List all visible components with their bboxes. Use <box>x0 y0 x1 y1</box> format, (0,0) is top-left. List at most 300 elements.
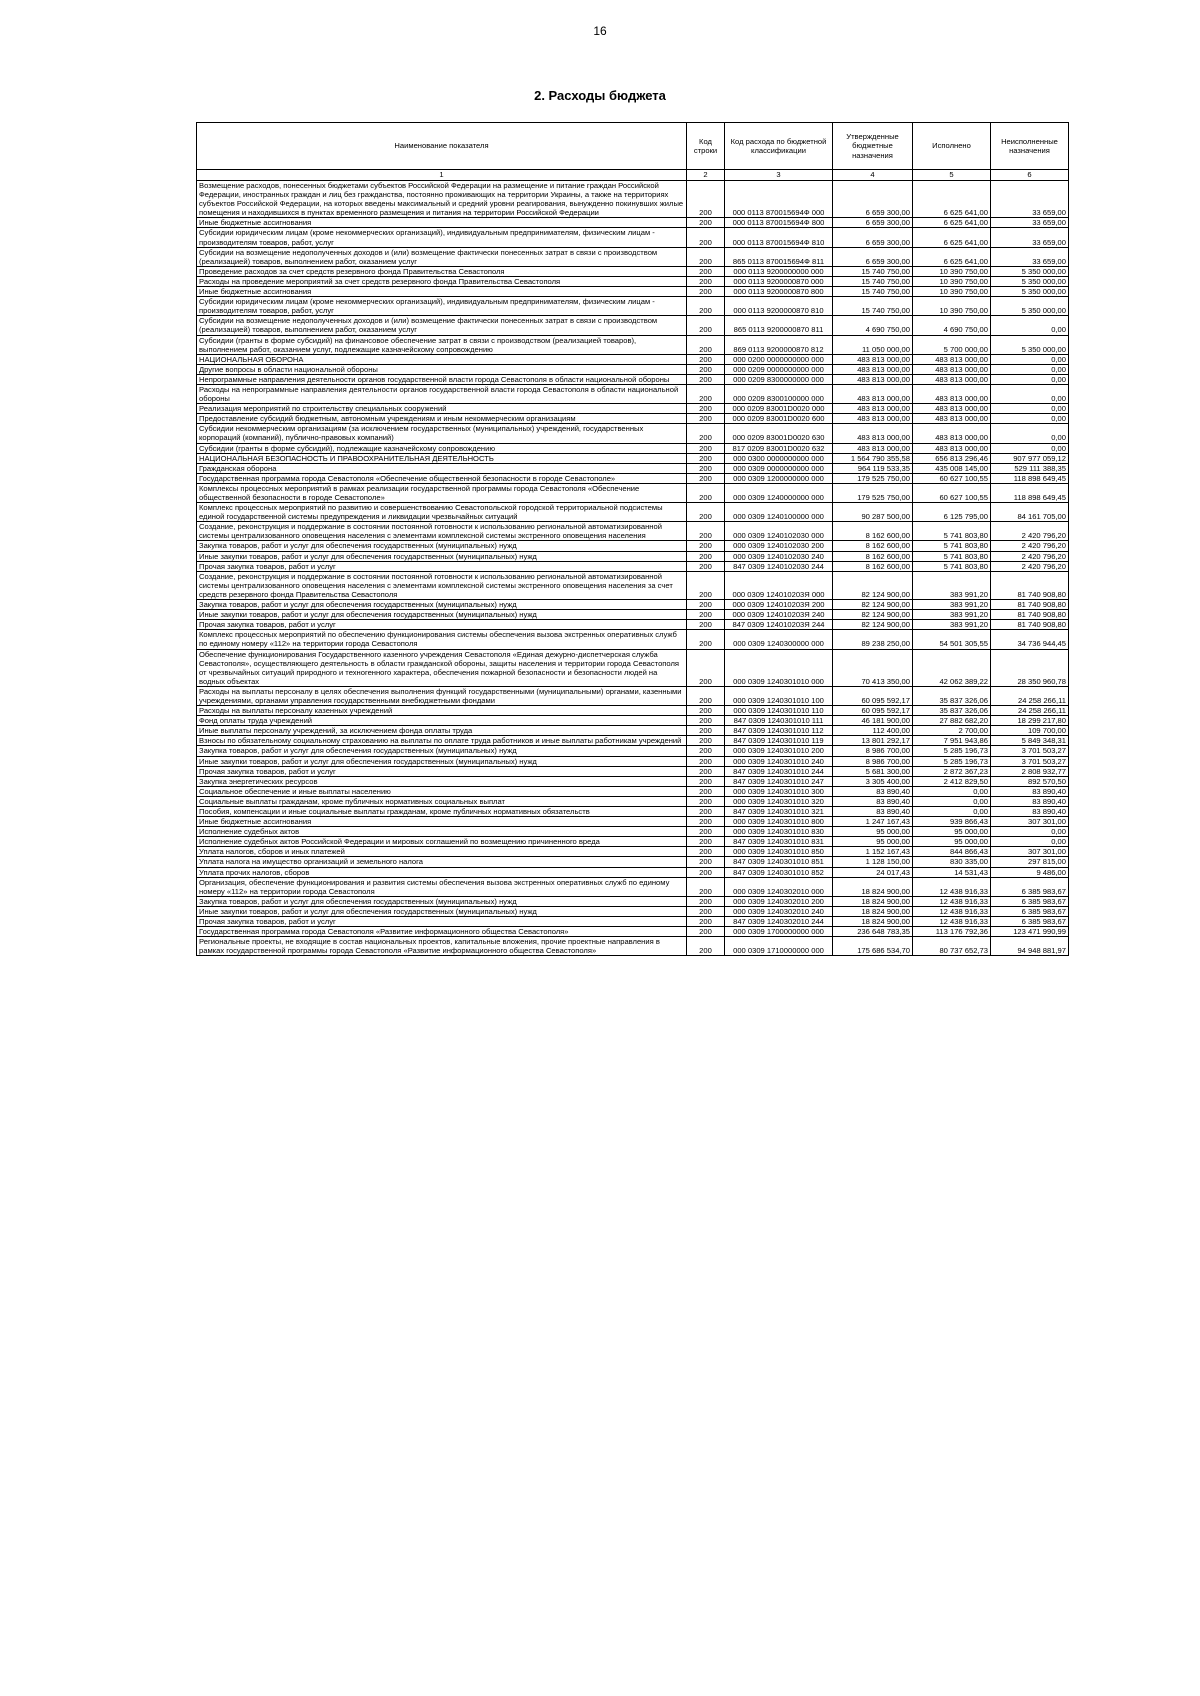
row-executed: 483 813 000,00 <box>913 443 991 453</box>
row-executed: 383 991,20 <box>913 571 991 599</box>
row-classification: 847 0309 1240301010 321 <box>725 807 833 817</box>
table-row <box>197 541 1069 551</box>
row-approved: 112 400,00 <box>833 726 913 736</box>
row-name: Иные бюджетные ассигнования <box>197 218 687 228</box>
table-row <box>197 453 1069 463</box>
row-approved: 82 124 900,00 <box>833 610 913 620</box>
row-approved: 179 525 750,00 <box>833 473 913 483</box>
row-unexecuted: 33 659,00 <box>991 228 1069 247</box>
table-row <box>197 473 1069 483</box>
row-approved: 8 986 700,00 <box>833 756 913 766</box>
column-number: 6 <box>991 170 1069 181</box>
row-classification: 847 0309 1240301010 852 <box>725 867 833 877</box>
row-classification: 847 0309 1240301010 831 <box>725 837 833 847</box>
table-row <box>197 247 1069 266</box>
row-code: 200 <box>687 620 725 630</box>
row-approved: 15 740 750,00 <box>833 287 913 297</box>
header-executed: Исполнено <box>913 123 991 170</box>
row-name: Закупка товаров, работ и услуг для обеспечения государственных (муниципальных) нужд <box>197 746 687 756</box>
row-classification: 000 0309 1710000000 000 <box>725 937 833 956</box>
row-code: 200 <box>687 726 725 736</box>
row-unexecuted: 83 890,40 <box>991 807 1069 817</box>
row-approved: 18 824 900,00 <box>833 906 913 916</box>
row-approved: 95 000,00 <box>833 837 913 847</box>
row-code: 200 <box>687 287 725 297</box>
row-classification: 000 0309 1240301010 850 <box>725 847 833 857</box>
row-name: Субсидии некоммерческим организациям (за исключением государственных (муниципальных) учреждений, государственных корпораций (компаний), публично-правовых компаний) <box>197 424 687 443</box>
row-approved: 5 681 300,00 <box>833 766 913 776</box>
row-classification: 869 0113 9200000870 812 <box>725 335 833 354</box>
row-executed: 14 531,43 <box>913 867 991 877</box>
table-row <box>197 706 1069 716</box>
row-name: Уплата прочих налогов, сборов <box>197 867 687 877</box>
row-executed: 483 813 000,00 <box>913 404 991 414</box>
row-classification: 000 0309 1240300000 000 <box>725 630 833 649</box>
row-code: 200 <box>687 522 725 541</box>
row-code: 200 <box>687 571 725 599</box>
table-row <box>197 817 1069 827</box>
row-name: Комплексы процессных мероприятий в рамках реализации государственной программы города Севастополя «Обеспечение общественной безопасности в городе Севастополе» <box>197 483 687 502</box>
row-approved: 483 813 000,00 <box>833 384 913 403</box>
table-row <box>197 354 1069 364</box>
row-classification: 847 0309 1240301010 247 <box>725 776 833 786</box>
row-approved: 483 813 000,00 <box>833 424 913 443</box>
table-row <box>197 374 1069 384</box>
row-code: 200 <box>687 600 725 610</box>
row-approved: 95 000,00 <box>833 827 913 837</box>
row-executed: 5 700 000,00 <box>913 335 991 354</box>
row-executed: 10 390 750,00 <box>913 287 991 297</box>
row-unexecuted: 81 740 908,80 <box>991 610 1069 620</box>
row-approved: 15 740 750,00 <box>833 266 913 276</box>
row-executed: 0,00 <box>913 796 991 806</box>
table-row <box>197 807 1069 817</box>
table-row <box>197 335 1069 354</box>
row-code: 200 <box>687 316 725 335</box>
table-row <box>197 561 1069 571</box>
row-name: Исполнение судебных актов <box>197 827 687 837</box>
row-unexecuted: 3 701 503,27 <box>991 746 1069 756</box>
table-row <box>197 228 1069 247</box>
row-name: Возмещение расходов, понесенных бюджетами субъектов Российской Федерации на размещение и питание граждан Российской Федерации, иностранных граждан и лиц без гражданства, постоянно проживающих на территории Украины, а также на территориях субъектов Российской Федерации, на которых введены максимальный и средний уровни реагирования, вынужденно покинувших жилые помещения и находившихся в пунктах временного размещения и питания на территории Российской Федерации <box>197 181 687 218</box>
table-row <box>197 736 1069 746</box>
row-executed: 80 737 652,73 <box>913 937 991 956</box>
row-name: Пособия, компенсации и иные социальные выплаты гражданам, кроме публичных нормативных обязательств <box>197 807 687 817</box>
row-executed: 383 991,20 <box>913 620 991 630</box>
row-classification: 000 0209 0000000000 000 <box>725 364 833 374</box>
row-unexecuted: 6 385 983,67 <box>991 896 1069 906</box>
header-approved: Утвержденные бюджетные назначения <box>833 123 913 170</box>
row-executed: 483 813 000,00 <box>913 424 991 443</box>
table-row <box>197 404 1069 414</box>
header-unexecuted: Неисполненные назначения <box>991 123 1069 170</box>
row-code: 200 <box>687 796 725 806</box>
row-unexecuted: 34 736 944,45 <box>991 630 1069 649</box>
row-executed: 435 008 145,00 <box>913 463 991 473</box>
row-code: 200 <box>687 404 725 414</box>
row-executed: 483 813 000,00 <box>913 354 991 364</box>
row-executed: 12 438 916,33 <box>913 896 991 906</box>
table-row <box>197 649 1069 686</box>
table-row <box>197 266 1069 276</box>
row-name: Иные выплаты персоналу учреждений, за исключением фонда оплаты труда <box>197 726 687 736</box>
table-row <box>197 766 1069 776</box>
row-name: Субсидии (гранты в форме субсидий), подлежащие казначейскому сопровождению <box>197 443 687 453</box>
table-row <box>197 746 1069 756</box>
row-classification: 000 0209 8300000000 000 <box>725 374 833 384</box>
row-approved: 18 824 900,00 <box>833 896 913 906</box>
row-approved: 6 659 300,00 <box>833 181 913 218</box>
table-row <box>197 877 1069 896</box>
row-code: 200 <box>687 453 725 463</box>
row-code: 200 <box>687 503 725 522</box>
row-executed: 10 390 750,00 <box>913 297 991 316</box>
row-classification: 000 0309 1200000000 000 <box>725 473 833 483</box>
table-row <box>197 620 1069 630</box>
row-unexecuted: 81 740 908,80 <box>991 620 1069 630</box>
row-code: 200 <box>687 335 725 354</box>
row-unexecuted: 0,00 <box>991 414 1069 424</box>
row-approved: 8 162 600,00 <box>833 561 913 571</box>
row-code: 200 <box>687 649 725 686</box>
header-classification: Код расхода по бюджетной классификации <box>725 123 833 170</box>
row-approved: 60 095 592,17 <box>833 706 913 716</box>
row-classification: 000 0309 0000000000 000 <box>725 463 833 473</box>
row-unexecuted: 0,00 <box>991 374 1069 384</box>
table-row <box>197 896 1069 906</box>
row-executed: 483 813 000,00 <box>913 364 991 374</box>
row-classification: 000 0200 0000000000 000 <box>725 354 833 364</box>
row-classification: 847 0309 124010203Я 244 <box>725 620 833 630</box>
row-unexecuted: 0,00 <box>991 837 1069 847</box>
row-unexecuted: 5 350 000,00 <box>991 287 1069 297</box>
row-classification: 865 0113 870015694Ф 811 <box>725 247 833 266</box>
row-name: НАЦИОНАЛЬНАЯ ОБОРОНА <box>197 354 687 364</box>
row-classification: 865 0113 9200000870 811 <box>725 316 833 335</box>
row-approved: 13 801 292,17 <box>833 736 913 746</box>
row-name: Иные закупки товаров, работ и услуг для обеспечения государственных (муниципальных) нужд <box>197 906 687 916</box>
row-code: 200 <box>687 776 725 786</box>
row-executed: 7 951 943,86 <box>913 736 991 746</box>
row-name: Прочая закупка товаров, работ и услуг <box>197 766 687 776</box>
row-executed: 10 390 750,00 <box>913 266 991 276</box>
table-row <box>197 316 1069 335</box>
row-name: Расходы на выплаты персоналу в целях обеспечения выполнения функций государственными (муниципальными) органами, казенными учреждениями, органами управления государственными внебюджетными фондами <box>197 686 687 705</box>
row-classification: 000 0309 1240301010 320 <box>725 796 833 806</box>
row-code: 200 <box>687 756 725 766</box>
row-executed: 5 285 196,73 <box>913 756 991 766</box>
row-classification: 847 0309 1240301010 244 <box>725 766 833 776</box>
row-executed: 60 627 100,55 <box>913 483 991 502</box>
row-unexecuted: 6 385 983,67 <box>991 906 1069 916</box>
row-name: Гражданская оборона <box>197 463 687 473</box>
row-classification: 000 0113 9200000870 000 <box>725 276 833 286</box>
row-code: 200 <box>687 463 725 473</box>
row-name: Иные закупки товаров, работ и услуг для обеспечения государственных (муниципальных) нужд <box>197 610 687 620</box>
row-executed: 27 882 682,20 <box>913 716 991 726</box>
table-row <box>197 551 1069 561</box>
row-code: 200 <box>687 443 725 453</box>
column-number: 5 <box>913 170 991 181</box>
row-executed: 844 866,43 <box>913 847 991 857</box>
row-classification: 000 0113 870015694Ф 810 <box>725 228 833 247</box>
table-row <box>197 686 1069 705</box>
row-executed: 12 438 916,33 <box>913 877 991 896</box>
row-approved: 8 162 600,00 <box>833 522 913 541</box>
row-classification: 847 0309 1240302010 244 <box>725 917 833 927</box>
row-name: Взносы по обязательному социальному страхованию на выплаты по оплате труда работников и иные выплаты работникам учреждений <box>197 736 687 746</box>
row-approved: 483 813 000,00 <box>833 414 913 424</box>
row-name: Другие вопросы в области национальной обороны <box>197 364 687 374</box>
row-name: Социальные выплаты гражданам, кроме публичных нормативных социальных выплат <box>197 796 687 806</box>
row-code: 200 <box>687 551 725 561</box>
row-code: 200 <box>687 847 725 857</box>
table-row <box>197 364 1069 374</box>
row-unexecuted: 2 420 796,20 <box>991 522 1069 541</box>
row-executed: 2 872 367,23 <box>913 766 991 776</box>
row-approved: 15 740 750,00 <box>833 297 913 316</box>
row-unexecuted: 6 385 983,67 <box>991 877 1069 896</box>
table-row <box>197 443 1069 453</box>
table-row <box>197 571 1069 599</box>
row-approved: 24 017,43 <box>833 867 913 877</box>
row-unexecuted: 2 808 932,77 <box>991 766 1069 776</box>
row-classification: 000 0309 1240302010 000 <box>725 877 833 896</box>
header-name: Наименование показателя <box>197 123 687 170</box>
row-approved: 11 050 000,00 <box>833 335 913 354</box>
row-name: Государственная программа города Севастополя «Обеспечение общественной безопасности в городе Севастополе» <box>197 473 687 483</box>
row-unexecuted: 0,00 <box>991 443 1069 453</box>
row-approved: 83 890,40 <box>833 807 913 817</box>
table-row <box>197 181 1069 218</box>
row-unexecuted: 529 111 388,35 <box>991 463 1069 473</box>
row-classification: 000 0209 83001D0020 000 <box>725 404 833 414</box>
row-executed: 830 335,00 <box>913 857 991 867</box>
row-name: Государственная программа города Севастополя «Развитие информационного общества Севастополя» <box>197 927 687 937</box>
table-row <box>197 297 1069 316</box>
row-approved: 483 813 000,00 <box>833 404 913 414</box>
row-approved: 483 813 000,00 <box>833 354 913 364</box>
table-row <box>197 600 1069 610</box>
column-number: 1 <box>197 170 687 181</box>
row-code: 200 <box>687 181 725 218</box>
column-number: 4 <box>833 170 913 181</box>
row-code: 200 <box>687 877 725 896</box>
row-code: 200 <box>687 857 725 867</box>
section-title: 2. Расходы бюджета <box>534 88 666 103</box>
column-numbers-row <box>197 170 1069 181</box>
row-executed: 6 625 641,00 <box>913 218 991 228</box>
table-row <box>197 776 1069 786</box>
row-approved: 90 287 500,00 <box>833 503 913 522</box>
row-executed: 6 625 641,00 <box>913 228 991 247</box>
row-approved: 483 813 000,00 <box>833 374 913 384</box>
row-code: 200 <box>687 276 725 286</box>
row-unexecuted: 109 700,00 <box>991 726 1069 736</box>
row-code: 200 <box>687 837 725 847</box>
table-header-row <box>197 123 1069 170</box>
row-code: 200 <box>687 817 725 827</box>
row-name: Реализация мероприятий по строительству специальных сооружений <box>197 404 687 414</box>
row-name: Непрограммные направления деятельности органов государственной власти города Севастополя в области национальной обороны <box>197 374 687 384</box>
row-classification: 000 0309 1240301010 830 <box>725 827 833 837</box>
row-classification: 000 0309 1240102030 200 <box>725 541 833 551</box>
row-name: Субсидии на возмещение недополученных доходов и (или) возмещение фактически понесенных затрат в связи с производством (реализацией) товаров, выполнением работ, оказанием услуг <box>197 247 687 266</box>
row-code: 200 <box>687 937 725 956</box>
row-classification: 000 0309 1700000000 000 <box>725 927 833 937</box>
row-unexecuted: 28 350 960,78 <box>991 649 1069 686</box>
row-approved: 60 095 592,17 <box>833 686 913 705</box>
table-row <box>197 424 1069 443</box>
row-unexecuted: 18 299 217,80 <box>991 716 1069 726</box>
row-unexecuted: 0,00 <box>991 827 1069 837</box>
row-name: Субсидии на возмещение недополученных доходов и (или) возмещение фактически понесенных затрат в связи с производством (реализацией) товаров, выполнением работ, оказанием услуг <box>197 316 687 335</box>
row-executed: 0,00 <box>913 807 991 817</box>
row-approved: 83 890,40 <box>833 796 913 806</box>
row-unexecuted: 33 659,00 <box>991 181 1069 218</box>
table-row <box>197 483 1069 502</box>
row-unexecuted: 94 948 881,97 <box>991 937 1069 956</box>
row-classification: 000 0309 1240301010 240 <box>725 756 833 766</box>
row-approved: 6 659 300,00 <box>833 228 913 247</box>
row-executed: 6 125 795,00 <box>913 503 991 522</box>
row-unexecuted: 892 570,50 <box>991 776 1069 786</box>
row-classification: 000 0309 1240102030 000 <box>725 522 833 541</box>
table-row <box>197 287 1069 297</box>
row-unexecuted: 907 977 059,12 <box>991 453 1069 463</box>
row-executed: 2 412 829,50 <box>913 776 991 786</box>
row-name: Фонд оплаты труда учреждений <box>197 716 687 726</box>
column-number: 2 <box>687 170 725 181</box>
table-row <box>197 756 1069 766</box>
row-unexecuted: 81 740 908,80 <box>991 571 1069 599</box>
row-code: 200 <box>687 906 725 916</box>
table-row <box>197 218 1069 228</box>
row-executed: 6 625 641,00 <box>913 247 991 266</box>
header-code: Код строки <box>687 123 725 170</box>
row-classification: 000 0113 9200000000 000 <box>725 266 833 276</box>
row-name: Обеспечение функционирования Государственного казенного учреждения Севастополя «Единая дежурно-диспетчерская служба Севастополя», осуществляющего деятельность в области гражданской обороны, защиты населения и территории города Севастополя от чрезвычайных ситуаций природного и техногенного характера, обеспечения пожарной безопасности и безопасности людей на водных объектах <box>197 649 687 686</box>
row-approved: 70 413 350,00 <box>833 649 913 686</box>
table-row <box>197 927 1069 937</box>
row-executed: 60 627 100,55 <box>913 473 991 483</box>
row-executed: 2 700,00 <box>913 726 991 736</box>
row-approved: 8 162 600,00 <box>833 541 913 551</box>
row-name: НАЦИОНАЛЬНАЯ БЕЗОПАСНОСТЬ И ПРАВООХРАНИТЕЛЬНАЯ ДЕЯТЕЛЬНОСТЬ <box>197 453 687 463</box>
row-name: Закупка энергетических ресурсов <box>197 776 687 786</box>
row-unexecuted: 5 350 000,00 <box>991 297 1069 316</box>
row-unexecuted: 2 420 796,20 <box>991 561 1069 571</box>
table-row <box>197 414 1069 424</box>
table-row <box>197 630 1069 649</box>
row-unexecuted: 118 898 649,45 <box>991 473 1069 483</box>
row-classification: 847 0309 1240102030 244 <box>725 561 833 571</box>
row-code: 200 <box>687 473 725 483</box>
row-code: 200 <box>687 786 725 796</box>
row-executed: 5 741 803,80 <box>913 551 991 561</box>
row-name: Социальное обеспечение и иные выплаты населению <box>197 786 687 796</box>
row-unexecuted: 307 301,00 <box>991 817 1069 827</box>
row-unexecuted: 83 890,40 <box>991 796 1069 806</box>
row-executed: 5 741 803,80 <box>913 541 991 551</box>
row-name: Закупка товаров, работ и услуг для обеспечения государственных (муниципальных) нужд <box>197 541 687 551</box>
row-code: 200 <box>687 927 725 937</box>
row-code: 200 <box>687 424 725 443</box>
row-unexecuted: 5 849 348,31 <box>991 736 1069 746</box>
row-unexecuted: 0,00 <box>991 354 1069 364</box>
row-executed: 656 813 296,46 <box>913 453 991 463</box>
table-row <box>197 837 1069 847</box>
row-approved: 4 690 750,00 <box>833 316 913 335</box>
row-code: 200 <box>687 610 725 620</box>
row-classification: 000 0113 870015694Ф 800 <box>725 218 833 228</box>
row-code: 200 <box>687 827 725 837</box>
table-row <box>197 522 1069 541</box>
table-row <box>197 796 1069 806</box>
row-approved: 179 525 750,00 <box>833 483 913 502</box>
row-classification: 847 0309 1240301010 851 <box>725 857 833 867</box>
row-code: 200 <box>687 414 725 424</box>
row-name: Исполнение судебных актов Российской Федерации и мировых соглашений по возмещению причиненного вреда <box>197 837 687 847</box>
row-unexecuted: 0,00 <box>991 384 1069 403</box>
row-code: 200 <box>687 218 725 228</box>
row-approved: 483 813 000,00 <box>833 443 913 453</box>
row-name: Создание, реконструкция и поддержание в состоянии постоянной готовности к использованию региональной автоматизированной системы централизованного оповещения населения с элементами комплексной системы экстренного оповещения населения <box>197 522 687 541</box>
row-code: 200 <box>687 766 725 776</box>
row-unexecuted: 33 659,00 <box>991 247 1069 266</box>
row-unexecuted: 24 258 266,11 <box>991 686 1069 705</box>
row-unexecuted: 0,00 <box>991 424 1069 443</box>
row-name: Создание, реконструкция и поддержание в состоянии постоянной готовности к использованию региональной автоматизированной системы централизованного оповещения населения с элементами комплексной системы экстренного оповещения населения за счет средств резервного фонда Правительства Севастополя <box>197 571 687 599</box>
row-code: 200 <box>687 561 725 571</box>
row-executed: 113 176 792,36 <box>913 927 991 937</box>
row-unexecuted: 123 471 990,99 <box>991 927 1069 937</box>
row-name: Закупка товаров, работ и услуг для обеспечения государственных (муниципальных) нужд <box>197 600 687 610</box>
row-code: 200 <box>687 896 725 906</box>
row-executed: 95 000,00 <box>913 837 991 847</box>
row-code: 200 <box>687 686 725 705</box>
row-code: 200 <box>687 384 725 403</box>
row-code: 200 <box>687 247 725 266</box>
row-unexecuted: 2 420 796,20 <box>991 551 1069 561</box>
row-name: Уплата налога на имущество организаций и земельного налога <box>197 857 687 867</box>
row-approved: 1 152 167,43 <box>833 847 913 857</box>
row-name: Иные закупки товаров, работ и услуг для обеспечения государственных (муниципальных) нужд <box>197 551 687 561</box>
row-classification: 000 0309 1240301010 110 <box>725 706 833 716</box>
row-approved: 236 648 783,35 <box>833 927 913 937</box>
row-code: 200 <box>687 630 725 649</box>
row-executed: 383 991,20 <box>913 610 991 620</box>
row-approved: 1 128 150,00 <box>833 857 913 867</box>
row-executed: 54 501 305,55 <box>913 630 991 649</box>
row-code: 200 <box>687 736 725 746</box>
row-executed: 383 991,20 <box>913 600 991 610</box>
row-approved: 1 247 167,43 <box>833 817 913 827</box>
row-executed: 35 837 326,06 <box>913 706 991 716</box>
row-approved: 83 890,40 <box>833 786 913 796</box>
row-classification: 000 0113 9200000870 810 <box>725 297 833 316</box>
row-code: 200 <box>687 716 725 726</box>
row-approved: 46 181 900,00 <box>833 716 913 726</box>
row-approved: 964 119 533,35 <box>833 463 913 473</box>
row-classification: 000 0309 1240302010 200 <box>725 896 833 906</box>
row-code: 200 <box>687 228 725 247</box>
row-classification: 847 0309 1240301010 112 <box>725 726 833 736</box>
row-executed: 939 866,43 <box>913 817 991 827</box>
row-unexecuted: 81 740 908,80 <box>991 600 1069 610</box>
row-executed: 4 690 750,00 <box>913 316 991 335</box>
row-unexecuted: 33 659,00 <box>991 218 1069 228</box>
